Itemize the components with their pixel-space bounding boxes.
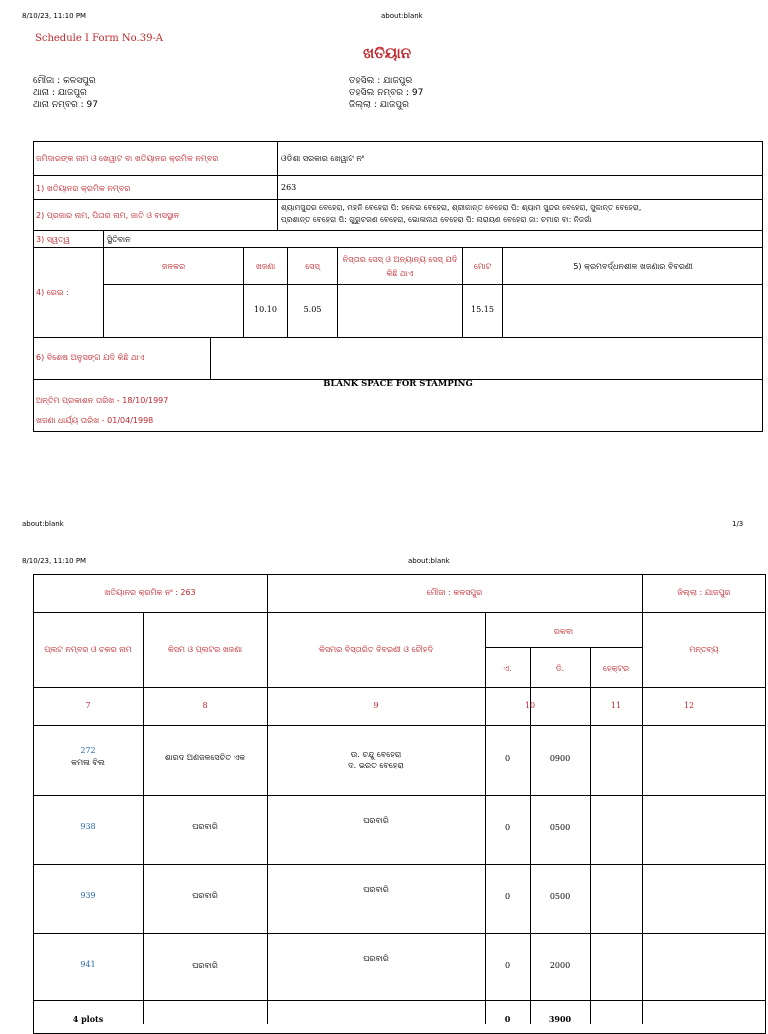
col-num-11: 11 bbox=[610, 701, 622, 710]
rent-total-value: 15.15 bbox=[471, 305, 494, 314]
area-decimal: 2000 bbox=[549, 961, 571, 970]
kisam-value: ଶାରଦ ଅଣଜଳସେଚିତ ଏକ bbox=[164, 753, 246, 762]
col-num-9: 9 bbox=[373, 701, 379, 710]
plot-number-link[interactable]: 939 bbox=[80, 891, 96, 900]
col-num-7: 7 bbox=[85, 701, 91, 710]
head-hectare: ହେକ୍ଟର bbox=[602, 664, 630, 673]
kisam-value: ଘରବାରି bbox=[192, 822, 218, 831]
col-num-8: 8 bbox=[202, 701, 208, 710]
area-decimal: 0500 bbox=[549, 823, 571, 832]
rent-head-jalakar: ଜଳକର bbox=[161, 262, 186, 271]
rent-head-khajana: ଖଜଣା bbox=[255, 262, 276, 271]
tenant-line-1: ଶ୍ୟାମସୁନ୍ଦର ବେହେରା, ମହନି ବେହେରା ପି: ହଳେଇ ବେହେରା, ଶ୍ରୀକାନ୍ତ ବେହେରା ପି: ଶ୍ୟାମ ସୁନ୍ଦର ବେହେରା, ସୁକାନ୍ତ ବେହେରା, bbox=[281, 203, 642, 212]
head-remark: ମନ୍ତବ୍ୟ bbox=[689, 645, 719, 654]
tahasil-number-line: ତହସିଲ ନମ୍ବର : 97 bbox=[349, 88, 424, 98]
tahasil-line: ତହସିଲ : ଯାଜପୁର bbox=[349, 76, 413, 86]
print-datetime: 8/10/23, 11:10 PM bbox=[22, 12, 87, 20]
page-title: ଖତିୟାନ bbox=[363, 44, 412, 62]
rent-head-total: ମୋଟ bbox=[473, 262, 492, 271]
print-url: about:blank bbox=[381, 12, 423, 20]
kisam-value: ଘରବାରି bbox=[192, 961, 218, 970]
head-plot: ପ୍ଲଟ ନମ୍ବର ଓ ଚକର ନାମ bbox=[44, 645, 132, 654]
district-line: ଜିଲ୍ଲା : ଯାଜପୁର bbox=[349, 100, 409, 110]
area-acre: 0 bbox=[504, 754, 511, 763]
boundary-south: ଦ. ଭରତ ବେହେରା bbox=[348, 761, 404, 770]
rent-head-progressive: 5) କ୍ରମବର୍ଦ୍ଧନଶୀଳ ଖଜଣାର ବିବରଣୀ bbox=[573, 262, 693, 271]
owner-value: ଓଡିଶା ସରକାର ଖେୱାଟ ନଂ bbox=[281, 154, 364, 163]
print-url-2: about:blank bbox=[408, 557, 450, 565]
area-acre: 0 bbox=[504, 961, 511, 970]
footer-url: about:blank bbox=[22, 520, 64, 528]
area-acre: 0 bbox=[504, 892, 511, 901]
head-decimal: ଡି. bbox=[555, 664, 565, 673]
tax-date-text: ଖଜଣା ଧାର୍ଯ୍ୟ ତାରିଖ - 01/04/1998 bbox=[36, 416, 154, 425]
plot-number-link[interactable]: 941 bbox=[80, 960, 96, 969]
rent-head-other-cess: ନିସ୍ତାର ସେସ୍ ଓ ଅନ୍ୟାନ୍ୟ ସେସ୍ ଯଦି କିଛି ଥାଏ bbox=[342, 255, 458, 278]
boundary-detail: ଘରବାରି bbox=[363, 816, 389, 825]
rent-cess-value: 5.05 bbox=[303, 305, 322, 314]
col-num-10: 10 bbox=[524, 701, 536, 710]
area-decimal: 0500 bbox=[549, 892, 571, 901]
right-info bbox=[349, 75, 423, 111]
chak-name: କମଳା ବିଲ bbox=[71, 758, 105, 767]
left-info bbox=[33, 75, 98, 111]
rent-label: 4) ରେଇ : bbox=[36, 288, 69, 297]
kisam-value: ଘରବାରି bbox=[192, 891, 218, 900]
mouza-line: ମୌଜା : କଳସପୁର bbox=[33, 76, 96, 86]
area-decimal: 0900 bbox=[549, 754, 571, 763]
tenant-line-2: ପ୍ରଶାନ୍ତ ବେହେରା ପି: ଗୁରୁଚରଣ ବେହେରା, ଭୋଳାନାଥ ବେହେରା ପି: ନାରାୟଣ ବେହେରା ଜା: ଚମାର ବା: ନିଜଗାଁ bbox=[281, 215, 592, 224]
head-kisam: କିସମ ଓ ପ୍ଲଟର ଖଜଣା bbox=[167, 645, 243, 654]
special-label: 6) ବିଶେଷ ଅନୁସଙ୍ଗ ଯଦି କିଛି ଥାଏ bbox=[36, 353, 145, 362]
tax-date bbox=[36, 416, 153, 426]
rent-khajana-value: 10.10 bbox=[254, 305, 277, 314]
khatiyan-no-label: 1) ଖତିୟାନର କ୍ରମିକ ନମ୍ବର bbox=[36, 184, 131, 193]
right-label: 3) ସ୍ୱତ୍ୱ bbox=[36, 235, 70, 244]
area-acre: 0 bbox=[504, 823, 511, 832]
head-boundary: କିସମର ବିସ୍ତାରିତ ବିବରଣୀ ଓ ଚୌହଦି bbox=[319, 645, 433, 654]
schedule-label: Schedule I Form No.39-A bbox=[35, 33, 164, 44]
col-num-12: 12 bbox=[683, 701, 695, 710]
khatiyan-number-head: ଖତିୟାନର କ୍ରମିକ ନଂ : 263 bbox=[104, 588, 196, 597]
owner-label: ଜମିଦାରଙ୍କ ନାମ ଓ ଖେୱାଟ ବା ଖତିୟାନର କ୍ରମିକ ନମ୍ବର bbox=[36, 154, 219, 163]
boundary-north: ଉ. ଚନ୍ଦୁ ବେହେରା bbox=[350, 750, 402, 759]
print-datetime-2: 8/10/23, 11:10 PM bbox=[22, 557, 87, 565]
head-acre: ଏ. bbox=[503, 664, 512, 673]
publication-date-text: ଅନ୍ତିମ ପ୍ରକାଶନ ତାରିଖ - 18/10/1997 bbox=[36, 396, 169, 405]
thana-line: ଥାନା : ଯାଜପୁର bbox=[33, 88, 87, 98]
right-value: ସ୍ଥିତିବାନ bbox=[107, 235, 131, 244]
rent-head-cess: ସେସ୍ bbox=[305, 262, 320, 271]
blank-space-label: BLANK SPACE FOR STAMPING bbox=[323, 379, 473, 389]
boundary-detail: ଘରବାରି bbox=[363, 954, 389, 963]
tenant-value bbox=[281, 202, 641, 226]
plot-number-link[interactable]: 272 bbox=[80, 746, 96, 755]
total-acre: 0 bbox=[504, 1014, 511, 1024]
footer-page: 1/3 bbox=[732, 520, 744, 528]
khatiyan-no-value: 263 bbox=[281, 183, 297, 192]
district-head: ଜିଲ୍ଲା : ଯାଜପୁର bbox=[677, 588, 731, 597]
total-decimal: 3900 bbox=[548, 1014, 572, 1024]
boundary-detail bbox=[267, 749, 485, 771]
tenant-label: 2) ପ୍ରଜାର ନାମ, ପିତାର ନାମ, ଜାତି ଓ ବାସସ୍ଥାନ bbox=[36, 211, 180, 220]
total-plots: 4 plots bbox=[72, 1014, 104, 1024]
publication-date bbox=[36, 396, 168, 406]
boundary-detail: ଘରବାରି bbox=[363, 885, 389, 894]
plot-number-link[interactable]: 938 bbox=[80, 822, 96, 831]
thana-number-line: ଥାନା ନମ୍ବର : 97 bbox=[33, 100, 98, 110]
head-area: ରକବା bbox=[553, 627, 574, 636]
mouza-head: ମୌଜା : କଳସପୁର bbox=[426, 588, 483, 597]
